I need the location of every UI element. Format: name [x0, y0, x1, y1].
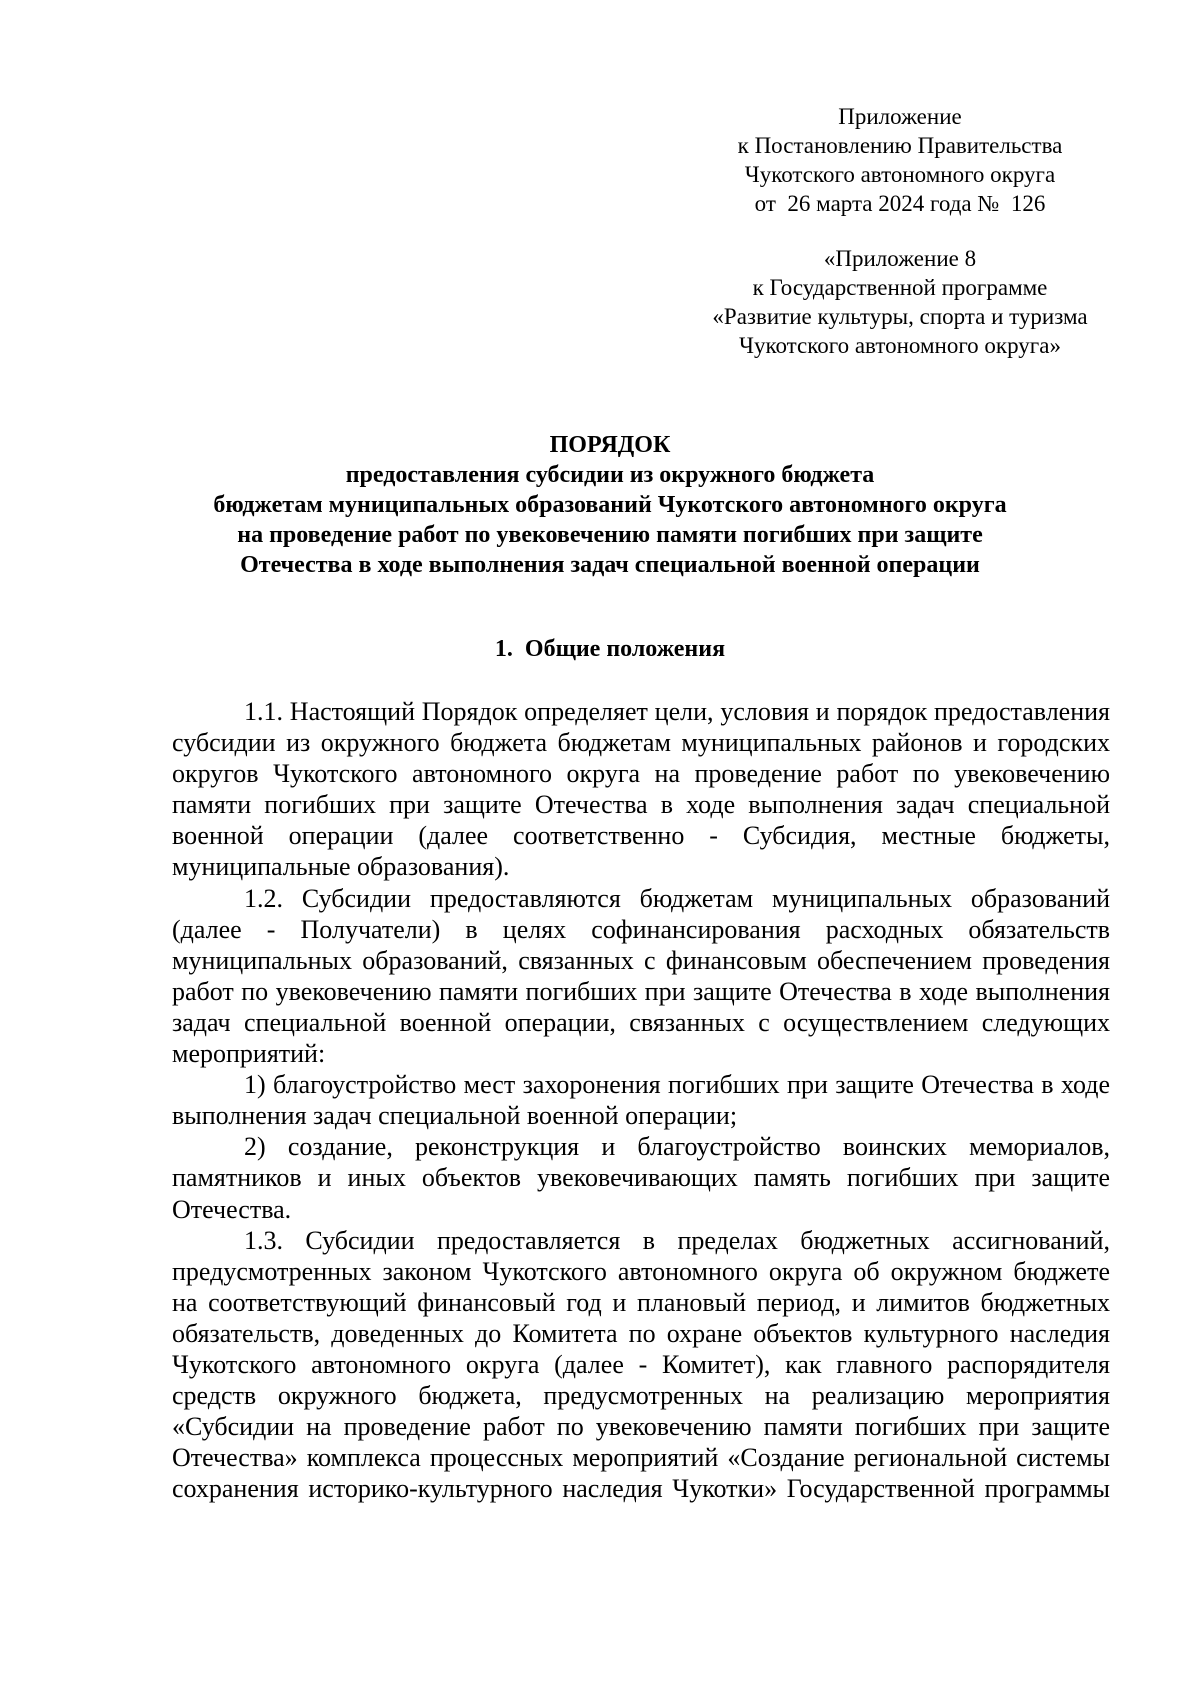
- appendix-line-2: к Постановлению Правительства: [737, 133, 1063, 158]
- title-line-1: ПОРЯДОК: [549, 432, 671, 458]
- appendix-line-4: от 26 марта 2024 года № 126: [754, 191, 1046, 216]
- title-line-4: на проведение работ по увековечению памяти погибших при защите: [237, 522, 983, 548]
- title-line-2: предоставления субсидии из окружного бюджета: [345, 462, 875, 488]
- paragraph-1-1: 1.1. Настоящий Порядок определяет цели, условия и порядок предоставления субсидии из окружного бюджета бюджетам муниципальных районов и городских округов Чукотского автономного округа на проведение работ по увековечению памяти погибших при защите Отечества в ходе выполнения задач специальной военной операции (далее соответственно - Субсидия, местные бюджеты, муниципальные образования).: [172, 697, 1110, 882]
- paragraph-1-3: 1.3. Субсидии предоставляется в пределах бюджетных ассигнований, предусмотренных законом Чукотского автономного округа об окружном бюджете на соответствующий финансовый год и плановый период, и лимитов бюджетных обязательств, доведенных до Комитета по охране объектов культурного наследия Чукотского автономного округа (далее - Комитет), как главного распорядителя средств окружного бюджета, предусмотренных на реализацию мероприятия «Субсидии на проведение работ по увековечению памяти погибших при защите Отечества» комплекса процессных мероприятий «Создание региональной системы сохранения историко-культурного наследия Чукотки» Государственной программы: [172, 1225, 1110, 1504]
- appendix-line-3: Чукотского автономного округа: [744, 162, 1056, 187]
- section-heading: 1. Общие положения: [494, 636, 726, 662]
- title-line-3: бюджетам муниципальных образований Чукотского автономного округа: [213, 492, 1007, 518]
- appendix8-line-2: к Государственной программе: [752, 275, 1048, 300]
- document-title: [160, 430, 1060, 580]
- list-item-1: 1) благоустройство мест захоронения погибших при защите Отечества в ходе выполнения задач специальной военной операции;: [172, 1070, 1110, 1131]
- list-item-2: 2) создание, реконструкция и благоустройство воинских мемориалов, памятников и иных объектов увековечивающих память погибших при защите Отечества.: [172, 1132, 1110, 1224]
- appendix8-line-3: «Развитие культуры, спорта и туризма: [712, 304, 1088, 329]
- appendix-line-1: Приложение: [838, 104, 962, 129]
- appendix8-header: [690, 244, 1110, 360]
- paragraph-1-2: 1.2. Субсидии предоставляются бюджетам муниципальных образований (далее - Получатели) в целях софинансирования расходных обязательств муниципальных образований, связанных с финансовым обеспечением проведения работ по увековечению памяти погибших при защите Отечества в ходе выполнения задач специальной военной операции, связанных с осуществлением следующих мероприятий:: [172, 883, 1110, 1069]
- title-line-5: Отечества в ходе выполнения задач специальной военной операции: [240, 552, 980, 578]
- body-text: [172, 696, 1110, 1504]
- appendix-header: [690, 102, 1110, 218]
- appendix8-line-4: Чукотского автономного округа»: [739, 333, 1061, 358]
- appendix8-line-1: «Приложение 8: [823, 246, 977, 271]
